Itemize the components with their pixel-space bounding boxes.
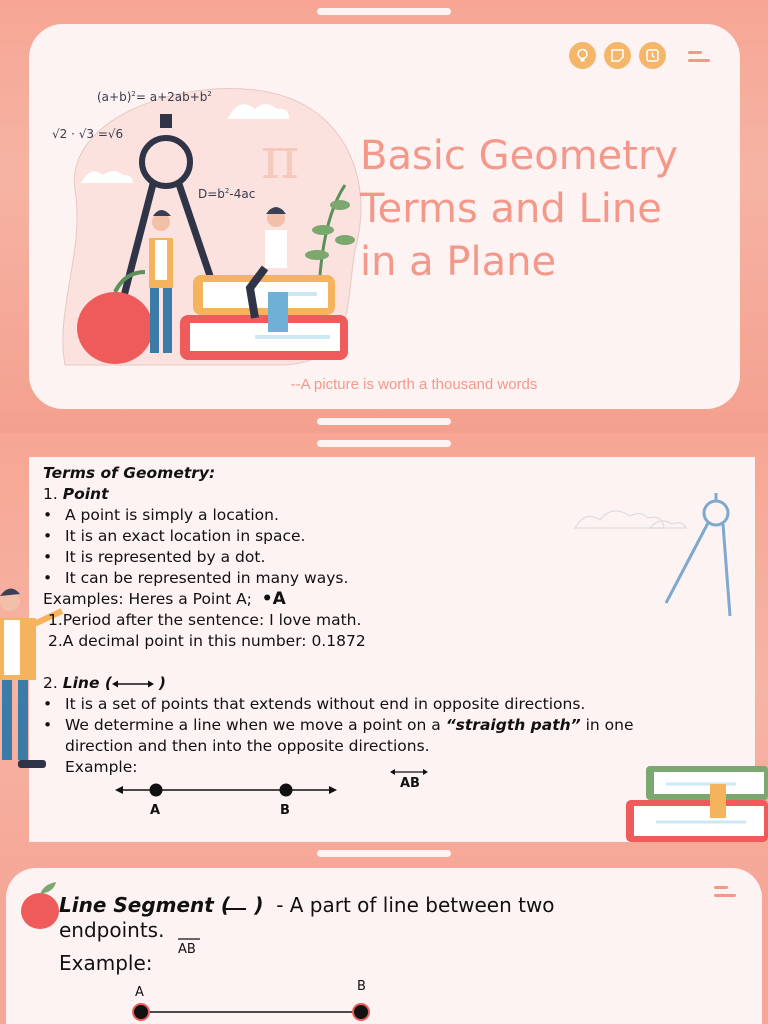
formula-roots: √2 · √3 =√6 (52, 127, 124, 141)
clock-icon[interactable] (639, 42, 666, 69)
geometry-terms-content (43, 463, 633, 778)
line-symbol-icon (112, 678, 154, 690)
examples-line: Examples: Heres a Point A; •A (43, 589, 286, 609)
line-bullet: • It is a set of points that extends without end in opposite directions. (43, 695, 586, 713)
point-a-label: A (150, 803, 161, 818)
segment-point-a-label: A (135, 985, 144, 1000)
example-item: 1.Period after the sentence: I love math. (48, 611, 362, 629)
apple-icon (20, 880, 62, 930)
point-b-label: B (280, 803, 290, 818)
slide-handle[interactable] (317, 418, 451, 425)
segment-notation: AB (178, 942, 196, 957)
example-label: Example: (65, 758, 138, 776)
sticky-note-icon[interactable] (604, 42, 631, 69)
line-ab-diagram (115, 780, 337, 800)
slide-handle[interactable] (317, 8, 451, 15)
books-illustration (626, 764, 768, 844)
segment-example-label: Example: (59, 951, 153, 975)
segment-heading: Line Segment ( ) - A part of line between two (59, 893, 555, 917)
slide-title: Basic Geometry Terms and Line in a Plane (360, 133, 679, 285)
segment-content (59, 893, 555, 976)
point-bullet: • It can be represented in many ways. (43, 569, 349, 587)
spacer (43, 652, 633, 673)
point-bullet: • It is represented by a dot. (43, 548, 266, 566)
slide-handle[interactable] (317, 440, 451, 447)
line-bullet: • We determine a line when we move a point on a “straigth path” in one (43, 716, 634, 734)
line-notation: AB (400, 776, 420, 791)
top-icon-group (569, 42, 666, 69)
line-bullet-cont: direction and then into the opposite directions. (65, 737, 430, 755)
svg-text:π: π (261, 124, 300, 192)
formula-square: $(a+b)^2= a+2ab+b^2$ (97, 90, 212, 104)
point-bullet: • It is an exact location in space. (43, 527, 306, 545)
segment-ab-diagram (130, 1000, 372, 1024)
menu-icon[interactable] (688, 51, 710, 63)
formula-discriminant: $D=b^2-4ac$ (198, 187, 256, 201)
section-heading: Terms of Geometry: (43, 464, 216, 482)
point-a-label: •A (261, 589, 286, 609)
geometry-illustration (55, 80, 365, 370)
lightbulb-icon[interactable] (569, 42, 596, 69)
segment-description: endpoints. (59, 918, 165, 942)
slide-handle[interactable] (317, 850, 451, 857)
slide-quote: --A picture is worth a thousand words (290, 376, 538, 393)
point-bullet: • A point is simply a location. (43, 506, 279, 524)
line-heading: 2. Line ( ) (43, 674, 166, 692)
example-item: 2.A decimal point in this number: 0.1872 (48, 632, 366, 650)
segment-symbol-icon (222, 900, 248, 914)
point-heading: 1. Point (43, 485, 109, 503)
segment-point-b-label: B (357, 979, 366, 994)
menu-icon[interactable] (714, 886, 736, 898)
